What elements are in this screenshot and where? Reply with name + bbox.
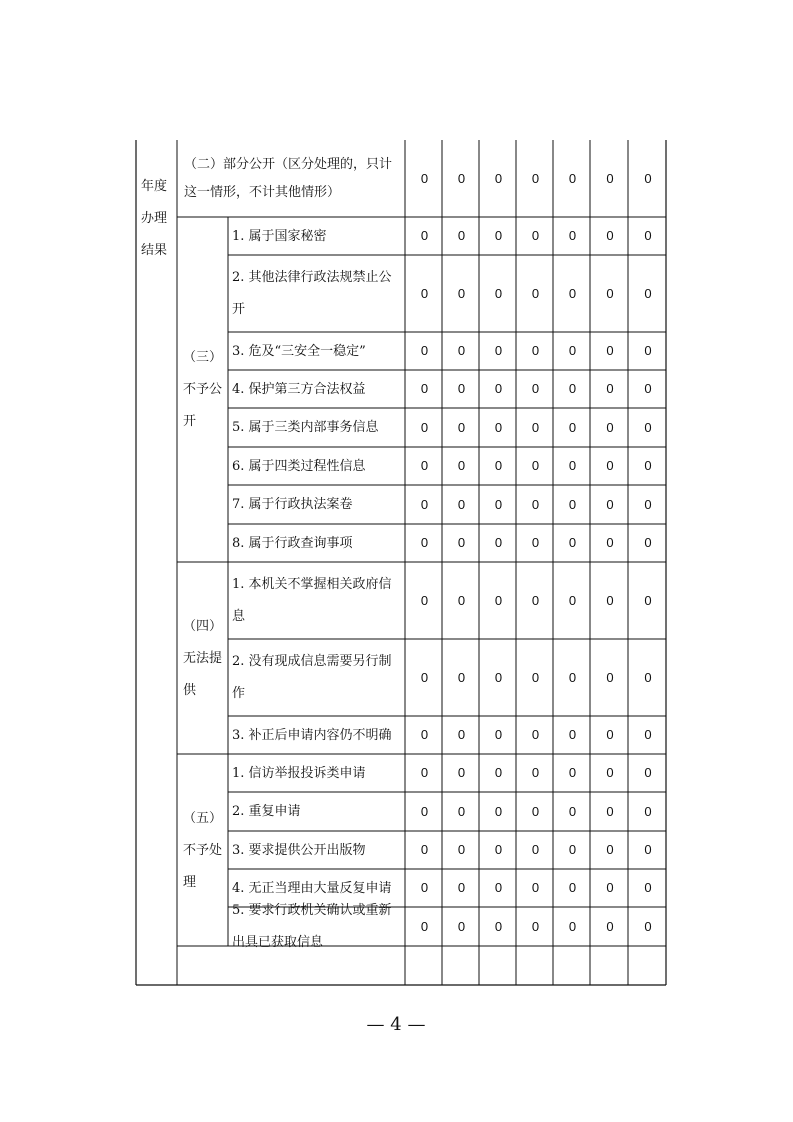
value-cell: 0 — [644, 765, 652, 780]
value-cell: 0 — [457, 170, 466, 186]
value-cell: 0 — [531, 496, 540, 512]
value-cell: 0 — [494, 381, 503, 396]
group-label: （三） — [183, 350, 223, 365]
value-cell: 0 — [420, 918, 429, 934]
value-cell: 0 — [644, 419, 652, 435]
value-cell: 0 — [457, 842, 466, 857]
value-cell: 0 — [644, 727, 652, 742]
value-cell: 0 — [606, 592, 614, 608]
value-cell: 0 — [494, 419, 503, 435]
value-cell: 0 — [644, 592, 652, 608]
value-cell: 0 — [568, 592, 577, 608]
value-cell: 0 — [568, 170, 577, 186]
partial-open-label: 这一情形，不计其他情形） — [184, 185, 341, 200]
value-cell: 0 — [606, 458, 614, 473]
value-cell: 0 — [568, 765, 577, 780]
row-label: 1. 信访举报投诉类申请 — [232, 765, 366, 781]
value-cell: 0 — [568, 496, 577, 512]
value-cell: 0 — [531, 381, 540, 396]
value-cell: 0 — [494, 765, 503, 780]
group-label: 开 — [183, 414, 197, 429]
value-cell: 0 — [420, 592, 429, 608]
value-cell: 0 — [457, 343, 466, 358]
value-cell: 0 — [606, 535, 614, 550]
row-label: 5. 要求行政机关确认或重新 — [232, 903, 392, 918]
value-cell: 0 — [420, 765, 429, 780]
value-cell: 0 — [420, 228, 429, 243]
value-cell: 0 — [457, 765, 466, 780]
row-label: 3. 危及“三安全一稳定” — [232, 343, 366, 359]
value-cell: 0 — [494, 842, 503, 857]
row-label: 6. 属于四类过程性信息 — [232, 458, 366, 474]
value-cell: 0 — [644, 381, 652, 396]
value-cell: 0 — [606, 727, 614, 742]
value-cell: 0 — [531, 765, 540, 780]
outer-label: 结果 — [141, 242, 168, 258]
value-cell: 0 — [420, 803, 429, 819]
value-cell: 0 — [531, 842, 540, 857]
value-cell: 0 — [457, 918, 466, 934]
row-label: 4. 无正当理由大量反复申请 — [232, 880, 392, 896]
value-cell: 0 — [606, 285, 614, 301]
group-label: 无法提 — [183, 650, 223, 666]
value-cell: 0 — [644, 496, 652, 512]
value-cell: 0 — [606, 228, 614, 243]
value-cell: 0 — [644, 669, 652, 685]
group-label: 理 — [183, 874, 197, 890]
value-cell: 0 — [420, 669, 429, 685]
value-cell: 0 — [644, 343, 652, 358]
value-cell: 0 — [457, 228, 466, 243]
value-cell: 0 — [568, 842, 577, 857]
value-cell: 0 — [457, 803, 466, 819]
value-cell: 0 — [457, 458, 466, 473]
value-cell: 0 — [568, 918, 577, 934]
value-cell: 0 — [494, 170, 503, 186]
value-cell: 0 — [568, 343, 577, 358]
value-cell: 0 — [606, 918, 614, 934]
value-cell: 0 — [531, 535, 540, 550]
value-cell: 0 — [568, 880, 577, 895]
value-cell: 0 — [531, 228, 540, 243]
value-cell: 0 — [606, 765, 614, 780]
row-label: 作 — [232, 686, 246, 701]
outer-label: 办理 — [141, 210, 168, 226]
value-cell: 0 — [494, 592, 503, 608]
value-cell: 0 — [568, 669, 577, 685]
value-cell: 0 — [420, 343, 429, 358]
row-label: 2. 重复申请 — [232, 804, 301, 819]
row-label: 2. 没有现成信息需要另行制 — [232, 654, 392, 669]
value-cell: 0 — [568, 285, 577, 301]
value-cell: 0 — [457, 880, 466, 895]
value-cell: 0 — [531, 458, 540, 473]
value-cell: 0 — [531, 727, 540, 742]
value-cell: 0 — [457, 669, 466, 685]
row-label: 息 — [232, 609, 246, 624]
group-label: 不予处 — [183, 842, 223, 858]
value-cell: 0 — [568, 727, 577, 742]
value-cell: 0 — [531, 880, 540, 895]
value-cell: 0 — [644, 880, 652, 895]
value-cell: 0 — [420, 535, 429, 550]
row-label: 4. 保护第三方合法权益 — [232, 381, 366, 397]
value-cell: 0 — [644, 285, 652, 301]
value-cell: 0 — [494, 727, 503, 742]
value-cell: 0 — [494, 496, 503, 512]
value-cell: 0 — [606, 496, 614, 512]
value-cell: 0 — [606, 419, 614, 435]
row-label: 2. 其他法律行政法规禁止公 — [232, 270, 392, 285]
value-cell: 0 — [606, 343, 614, 358]
row-label: 8. 属于行政查询事项 — [232, 535, 353, 551]
value-cell: 0 — [420, 496, 429, 512]
group-label: （五） — [183, 810, 223, 826]
value-cell: 0 — [494, 228, 503, 243]
group-label: （四） — [183, 618, 223, 634]
value-cell: 0 — [494, 803, 503, 819]
value-cell: 0 — [531, 170, 540, 186]
value-cell: 0 — [494, 343, 503, 358]
value-cell: 0 — [457, 381, 466, 396]
value-cell: 0 — [531, 669, 540, 685]
value-cell: 0 — [568, 458, 577, 473]
value-cell: 0 — [531, 803, 540, 819]
value-cell: 0 — [457, 592, 466, 608]
value-cell: 0 — [606, 170, 614, 186]
value-cell: 0 — [420, 842, 429, 857]
row-label: 开 — [232, 302, 246, 317]
value-cell: 0 — [568, 228, 577, 243]
value-cell: 0 — [494, 285, 503, 301]
value-cell: 0 — [531, 592, 540, 608]
value-cell: 0 — [457, 535, 466, 550]
page-number: — 4 — — [366, 1014, 426, 1035]
value-cell: 0 — [420, 381, 429, 396]
row-label: 7. 属于行政执法案卷 — [232, 497, 353, 512]
value-cell: 0 — [644, 918, 652, 934]
value-cell: 0 — [457, 419, 466, 435]
value-cell: 0 — [568, 419, 577, 435]
value-cell: 0 — [420, 419, 429, 435]
row-label: 出具已获取信息 — [232, 935, 324, 950]
value-cell: 0 — [644, 170, 652, 186]
value-cell: 0 — [568, 381, 577, 396]
value-cell: 0 — [531, 343, 540, 358]
value-cell: 0 — [420, 170, 429, 186]
value-cell: 0 — [420, 727, 429, 742]
value-cell: 0 — [494, 880, 503, 895]
value-cell: 0 — [420, 458, 429, 473]
group-label: 不予公 — [183, 382, 223, 397]
value-cell: 0 — [644, 228, 652, 243]
partial-open-label: （二）部分公开（区分处理的，只计 — [184, 157, 393, 172]
value-cell: 0 — [606, 381, 614, 396]
value-cell: 0 — [531, 918, 540, 934]
value-cell: 0 — [644, 458, 652, 473]
value-cell: 0 — [457, 496, 466, 512]
value-cell: 0 — [494, 918, 503, 934]
value-cell: 0 — [606, 842, 614, 857]
row-label: 5. 属于三类内部事务信息 — [232, 420, 379, 435]
value-cell: 0 — [420, 285, 429, 301]
value-cell: 0 — [568, 803, 577, 819]
value-cell: 0 — [644, 842, 652, 857]
row-label: 3. 补正后申请内容仍不明确 — [232, 727, 392, 743]
row-label: 1. 本机关不掌握相关政府信 — [232, 577, 392, 592]
row-label: 3. 要求提供公开出版物 — [232, 842, 366, 858]
value-cell: 0 — [494, 535, 503, 550]
value-cell: 0 — [531, 419, 540, 435]
value-cell: 0 — [494, 669, 503, 685]
value-cell: 0 — [420, 880, 429, 895]
value-cell: 0 — [606, 880, 614, 895]
value-cell: 0 — [531, 285, 540, 301]
row-label: 1. 属于国家秘密 — [232, 228, 327, 244]
value-cell: 0 — [644, 803, 652, 819]
value-cell: 0 — [494, 458, 503, 473]
value-cell: 0 — [457, 285, 466, 301]
value-cell: 0 — [644, 535, 652, 550]
outer-label: 年度 — [141, 178, 168, 194]
value-cell: 0 — [568, 535, 577, 550]
value-cell: 0 — [457, 727, 466, 742]
value-cell: 0 — [606, 669, 614, 685]
group-label: 供 — [183, 682, 197, 698]
value-cell: 0 — [606, 803, 614, 819]
